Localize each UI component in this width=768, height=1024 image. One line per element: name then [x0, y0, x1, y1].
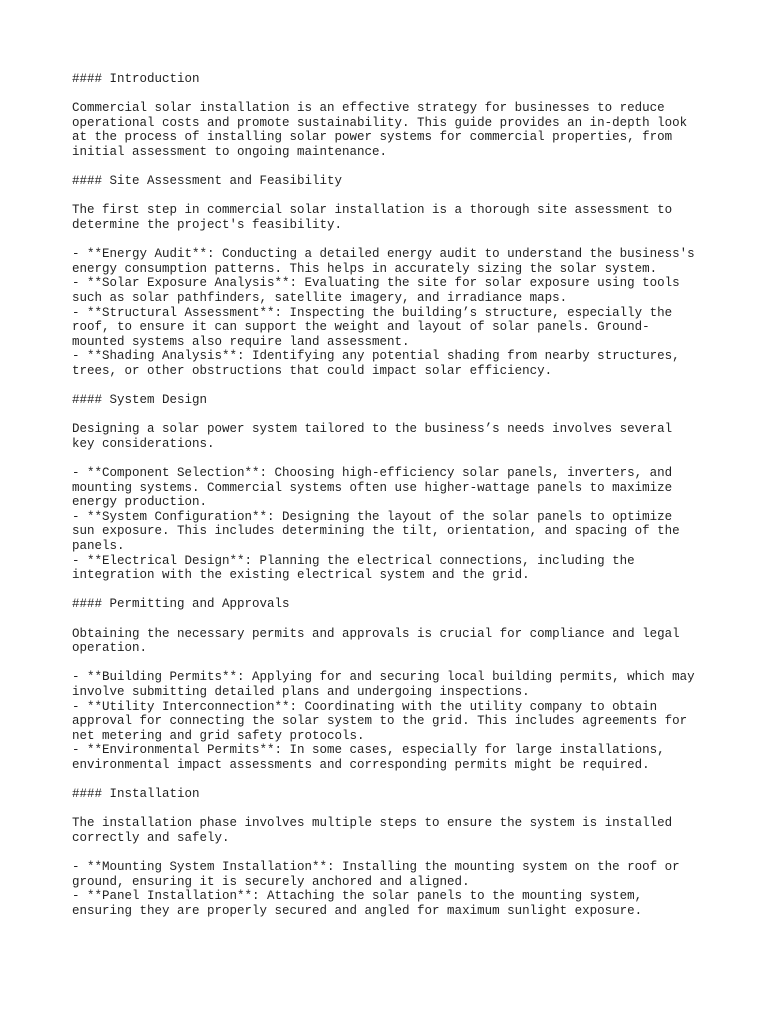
- bullet-item: - **Building Permits**: Applying for and securing local building permits, which may involve submitting detailed plans and undergoing inspections.: [72, 670, 695, 699]
- section-paragraph: The installation phase involves multiple steps to ensure the system is installed correctly and safely.: [72, 816, 673, 845]
- bullet-list: [72, 860, 712, 918]
- bullet-list: [72, 247, 712, 378]
- section-heading: #### Installation: [72, 787, 200, 802]
- section-paragraph: Obtaining the necessary permits and approvals is crucial for compliance and legal operation.: [72, 626, 680, 656]
- bullet-item: - **System Configuration**: Designing the layout of the solar panels to optimize sun exposure. This includes determining the tilt, orientation, and spacing of the panels.: [72, 509, 680, 553]
- document-body: [72, 72, 712, 933]
- section-paragraph: Designing a solar power system tailored to the business’s needs involves several key considerations.: [72, 422, 673, 451]
- document-section: [72, 393, 712, 583]
- section-heading: #### Site Assessment and Feasibility: [72, 174, 343, 189]
- document-section: [72, 787, 712, 918]
- bullet-item: - **Mounting System Installation**: Installing the mounting system on the roof or ground, ensuring it is securely anchored and aligned.: [72, 860, 680, 889]
- bullet-list: [72, 466, 712, 583]
- document-section: [72, 597, 712, 772]
- bullet-item: - **Shading Analysis**: Identifying any potential shading from nearby structures, trees, or other obstructions that could impact solar efficiency.: [72, 349, 680, 378]
- document-section: [72, 174, 712, 378]
- document-section: [72, 72, 712, 160]
- section-paragraph: Commercial solar installation is an effective strategy for businesses to reduce operational costs and promote sustainability. This guide provides an in-depth look at the process of installing solar power systems for commercial properties, from initial assessment to ongoing maintenance.: [72, 101, 688, 159]
- bullet-item: - **Electrical Design**: Planning the electrical connections, including the integration with the existing electrical system and the grid.: [72, 553, 635, 583]
- bullet-item: - **Utility Interconnection**: Coordinating with the utility company to obtain approval for connecting the solar system to the grid. This includes agreements for net metering and grid safety protocols.: [72, 699, 688, 743]
- section-paragraph: The first step in commercial solar installation is a thorough site assessment to determine the project's feasibility.: [72, 203, 673, 232]
- bullet-item: - **Structural Assessment**: Inspecting the building’s structure, especially the roof, to ensure it can support the weight and layout of solar panels. Ground- mounted systems also require land assessment.: [72, 305, 673, 349]
- bullet-list: [72, 670, 712, 772]
- bullet-item: - **Panel Installation**: Attaching the solar panels to the mounting system, ensuring they are properly secured and angled for maximum sunlight exposure.: [72, 889, 643, 918]
- bullet-item: - **Solar Exposure Analysis**: Evaluating the site for solar exposure using tools such as solar pathfinders, satellite imagery, and irradiance maps.: [72, 276, 680, 305]
- bullet-item: - **Environmental Permits**: In some cases, especially for large installations, environmental impact assessments and corresponding permits might be required.: [72, 743, 665, 772]
- bullet-item: - **Energy Audit**: Conducting a detailed energy audit to understand the business's energy consumption patterns. This helps in accurately sizing the solar system.: [72, 247, 695, 276]
- bullet-item: - **Component Selection**: Choosing high-efficiency solar panels, inverters, and mounting systems. Commercial systems often use higher-wattage panels to maximize energy production.: [72, 466, 673, 510]
- section-heading: #### System Design: [72, 393, 208, 408]
- section-heading: #### Introduction: [72, 72, 200, 86]
- section-heading: #### Permitting and Approvals: [72, 597, 290, 612]
